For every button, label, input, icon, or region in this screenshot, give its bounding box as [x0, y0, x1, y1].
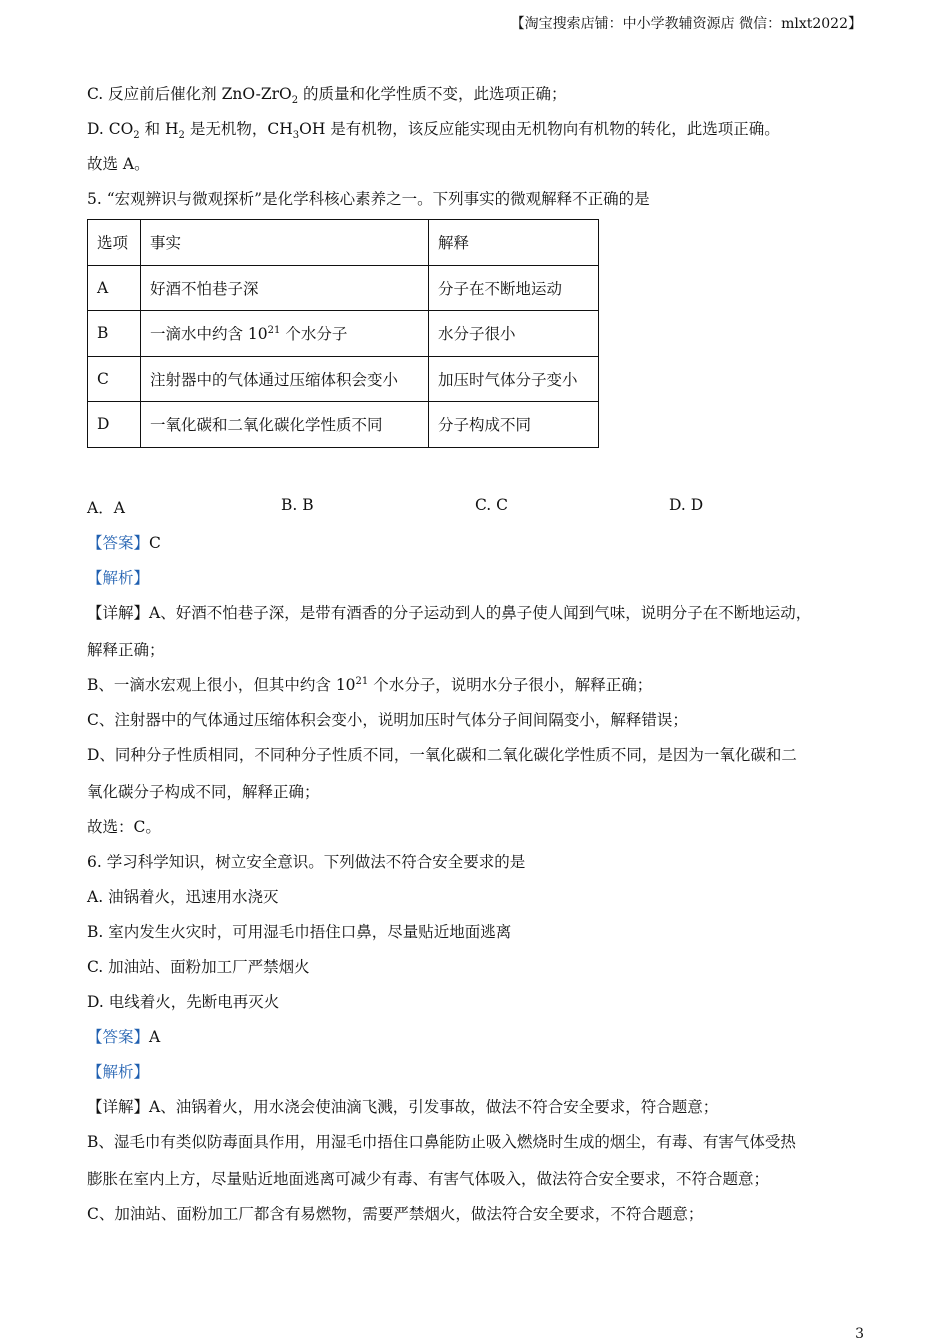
table-cell-fact: 好酒不怕巷子深 [141, 265, 429, 311]
table-row [88, 402, 599, 448]
q5-choice-b: B. B [281, 496, 314, 514]
q5-stem: 5. “宏观辨识与微观探析”是化学科核心素养之一。下列事实的微观解释不正确的是 [87, 190, 650, 208]
table-header-row [88, 220, 599, 266]
table-cell-option: B [88, 311, 141, 357]
q6-option-d: D. 电线着火，先断电再灭火 [87, 993, 280, 1011]
table-header-cell: 事实 [141, 220, 429, 266]
q5-answer [87, 531, 161, 553]
table-cell-explain: 分子构成不同 [429, 402, 599, 448]
q6-detail-a: 【详解】A、油锅着火，用水浇会使油滴飞溅，引发事故，做法不符合安全要求，符合题意； [87, 1098, 719, 1116]
q5-choice-c: C. C [475, 496, 509, 514]
table-cell-explain: 分子在不断地运动 [429, 265, 599, 311]
q5-choice-d: D. D [669, 496, 704, 514]
q6-detail-b-line2: 膨胀在室内上方，尽量贴近地面逃离可减少有毒、有害气体吸入，做法符合安全要求，不符合题意； [87, 1170, 770, 1188]
q5-conclusion: 故选：C。 [87, 818, 161, 836]
q4-option-d-explanation: D. $CO_2$ 和 $H_2$ 是无机物，$CH_3OH$ 是有机物，该反应能实现由无机物向有机物的转化，此选项正确。 [87, 120, 780, 142]
q5-choice-a: A．A [87, 499, 125, 517]
table-row [88, 265, 599, 311]
table-row [88, 356, 599, 402]
answer-value: A [149, 1028, 161, 1046]
q5-analysis-label: 【解析】 [87, 569, 150, 587]
table-cell-fact: 一氧化碳和二氧化碳化学性质不同 [141, 402, 429, 448]
q6-answer [87, 1025, 160, 1047]
table-cell-explain: 水分子很小 [429, 311, 599, 357]
table-cell-option: D [88, 402, 141, 448]
answer-label: 【答案】 [87, 1028, 150, 1046]
table-cell-explain: 加压时气体分子变小 [429, 356, 599, 402]
answer-label: 【答案】 [87, 534, 150, 552]
q6-stem: 6. 学习科学知识，树立安全意识。下列做法不符合安全要求的是 [87, 853, 526, 871]
q6-detail-b-line1: B、湿毛巾有类似防毒面具作用，用湿毛巾捂住口鼻能防止吸入燃烧时生成的烟尘，有毒、有害气体受热 [87, 1133, 796, 1151]
table-row [88, 311, 599, 357]
q6-analysis-label: 【解析】 [87, 1063, 150, 1081]
q5-detail-d-line2: 氧化碳分子构成不同，解释正确； [87, 783, 320, 801]
q5-detail-b: B、一滴水宏观上很小，但其中约含 $10^{21}$ 个水分子，说明水分子很小，解释正确； [87, 675, 653, 694]
table-header-cell: 解释 [429, 220, 599, 266]
q5-detail-c: C、注射器中的气体通过压缩体积会变小，说明加压时气体分子间间隔变小，解释错误； [87, 711, 688, 729]
answer-value: C [149, 534, 161, 552]
table-cell-fact: 一滴水中约含 $10^{21}$ 个水分子 [141, 311, 429, 357]
q4-conclusion: 故选 A。 [87, 155, 150, 173]
table-cell-fact: 注射器中的气体通过压缩体积会变小 [141, 356, 429, 402]
q6-option-a: A. 油锅着火，迅速用水浇灭 [87, 888, 279, 906]
q4-option-c-explanation: C. 反应前后催化剂 ZnO-ZrO$_2$ 的质量和化学性质不变，此选项正确； [87, 85, 567, 107]
table-cell-option: C [88, 356, 141, 402]
q5-detail-a-line2: 解释正确； [87, 641, 165, 659]
q6-option-b: B. 室内发生火灾时，可用湿毛巾捂住口鼻，尽量贴近地面逃离 [87, 923, 512, 941]
page-number: 3 [855, 1326, 864, 1342]
q5-table [87, 219, 599, 448]
table-header-cell: 选项 [88, 220, 141, 266]
q6-option-c: C. 加油站、面粉加工厂严禁烟火 [87, 958, 310, 976]
table-cell-option: A [88, 265, 141, 311]
q5-detail-d-line1: D、同种分子性质相同，不同种分子性质不同，一氧化碳和二氧化碳化学性质不同，是因为一氧化碳和二 [87, 746, 797, 764]
page-header-banner: 【淘宝搜索店铺：中小学教辅资源店 微信：mlxt2022】 [510, 16, 862, 32]
q6-detail-c: C、加油站、面粉加工厂都含有易燃物，需要严禁烟火，做法符合安全要求，不符合题意； [87, 1205, 704, 1223]
q5-detail-a-line1: 【详解】A、好酒不怕巷子深，是带有酒香的分子运动到人的鼻子使人闻到气味，说明分子在不断地运动， [87, 604, 812, 622]
